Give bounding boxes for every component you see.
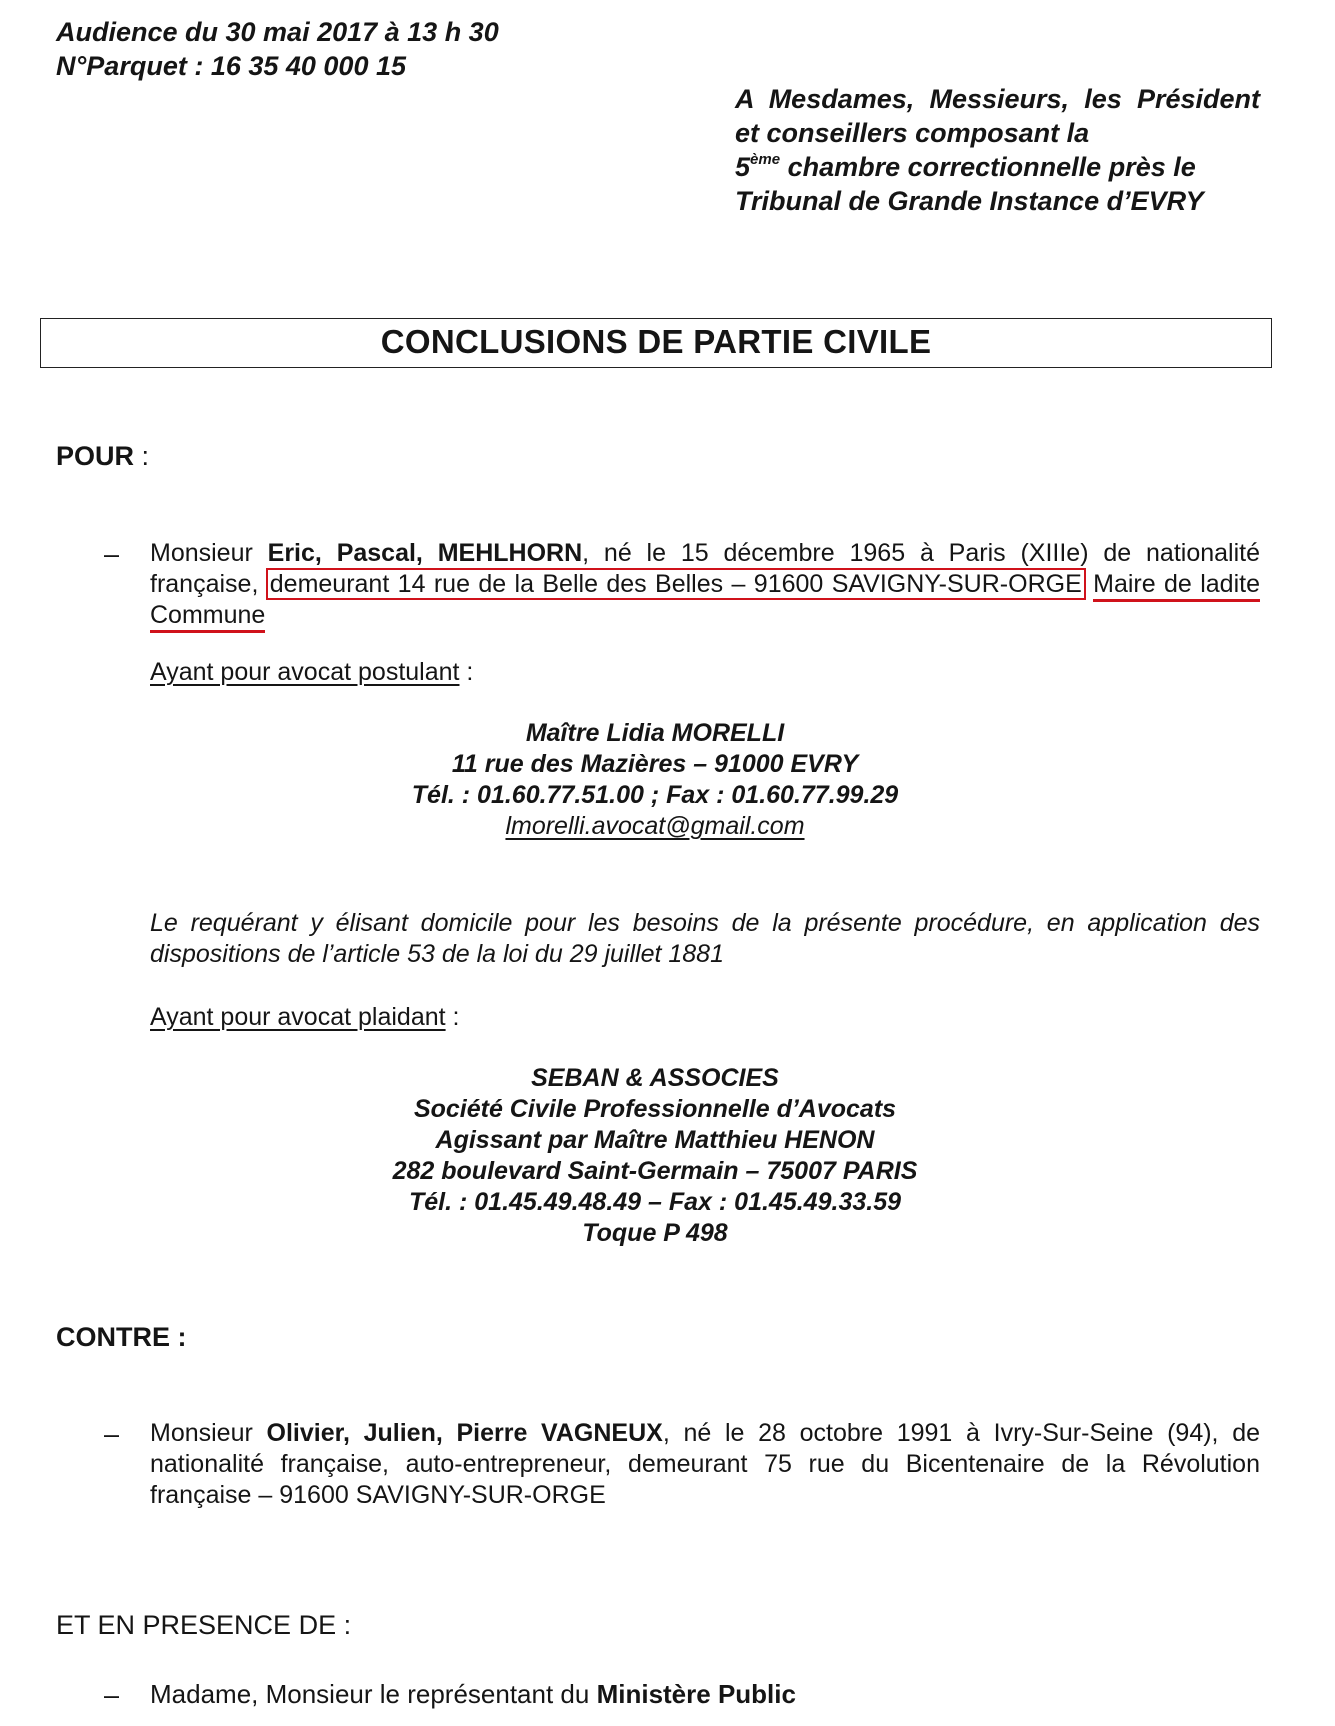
plaidant-label: Ayant pour avocat plaidant — [150, 1003, 446, 1031]
pour-party-address-highlight: demeurant 14 rue de la Belle des Belles – 91600 SAVIGNY-SUR-ORGE — [266, 568, 1086, 600]
pour-party-name: Eric, Pascal, MEHLHORN — [267, 539, 583, 567]
pour-dash: – — [104, 539, 120, 569]
parquet-number: N°Parquet : 16 35 40 000 15 — [56, 51, 406, 81]
pour-heading-text: POUR — [56, 441, 135, 471]
hearing-date: Audience du 30 mai 2017 à 13 h 30 — [56, 17, 499, 47]
postulant-label: Ayant pour avocat postulant — [150, 658, 460, 686]
addressee-ordinal-suffix: ème — [750, 151, 781, 168]
postulant-address: 11 rue des Mazières – 91000 EVRY — [451, 750, 859, 778]
document-title: CONCLUSIONS DE PARTIE CIVILE — [380, 323, 932, 360]
plaidant-label-colon: : — [445, 1003, 460, 1031]
pour-party-prefix: Monsieur — [150, 539, 268, 567]
plaidant-block — [350, 1063, 960, 1249]
presence-party-name: Ministère Public — [596, 1679, 796, 1709]
plaidant-firm: SEBAN & ASSOCIES — [531, 1064, 779, 1092]
presence-dash: – — [104, 1680, 120, 1710]
plaidant-toque: Toque P 498 — [582, 1219, 728, 1247]
pour-heading-colon: : — [134, 441, 150, 471]
contre-party-details: , né le 28 octobre 1991 à Ivry-Sur-Seine (94), de nationalité française, auto-entrepreneur, demeurant 75 rue du Bicentenaire de la Révolution française – 91600 SAVIGNY-SUR-ORGE — [150, 1419, 1260, 1509]
pour-party-details: , né le 15 décembre 1965 à Paris (XIIIe) de nationalité française, — [150, 539, 1260, 598]
presence-party-line — [150, 1679, 796, 1710]
presence-party-prefix: Madame, Monsieur le représentant du — [150, 1679, 597, 1709]
addressee-ordinal-number: 5 — [735, 152, 751, 182]
postulant-name: Maître Lidia MORELLI — [525, 719, 785, 747]
postulant-phone: Tél. : 01.60.77.51.00 ; Fax : 01.60.77.99.29 — [411, 781, 899, 809]
plaidant-label-line — [150, 1002, 460, 1033]
section-contre-heading: CONTRE : — [56, 1322, 187, 1352]
contre-dash: – — [104, 1419, 120, 1449]
addressee-line1: A Mesdames, Messieurs, les Président et conseillers composant la — [735, 84, 1260, 148]
addressee-block — [735, 82, 1260, 218]
plaidant-phone: Tél. : 01.45.49.48.49 – Fax : 01.45.49.33.59 — [408, 1188, 902, 1216]
domicile-paragraph: Le requérant y élisant domicile pour les besoins de la présente procédure, en application des dispositions de l’article 53 de la loi du 29 juillet 1881 — [150, 909, 1260, 968]
pour-party-paragraph — [150, 538, 1260, 631]
postulant-label-line — [150, 657, 473, 688]
addressee-line2 — [735, 150, 1260, 184]
addressee-line4: Tribunal de Grande Instance d’EVRY — [735, 186, 1204, 216]
addressee-line3: chambre correctionnelle près le — [787, 152, 1196, 182]
plaidant-type: Société Civile Professionnelle d’Avocats — [413, 1095, 897, 1123]
postulant-block — [350, 718, 960, 842]
contre-party-paragraph — [150, 1418, 1260, 1511]
plaidant-agent: Agissant par Maître Matthieu HENON — [435, 1126, 875, 1154]
postulant-email-link[interactable]: lmorelli.avocat@gmail.com — [505, 812, 805, 840]
contre-party-name: Olivier, Julien, Pierre VAGNEUX — [266, 1419, 663, 1447]
plaidant-address: 282 boulevard Saint-Germain – 75007 PARIS — [392, 1157, 918, 1185]
postulant-label-colon: : — [459, 658, 474, 686]
pour-party-role-highlight: Maire de ladite Commune — [150, 570, 1260, 633]
section-pour-heading — [56, 440, 149, 472]
contre-party-prefix: Monsieur — [150, 1419, 267, 1447]
section-presence-heading: ET EN PRESENCE DE : — [56, 1610, 352, 1640]
